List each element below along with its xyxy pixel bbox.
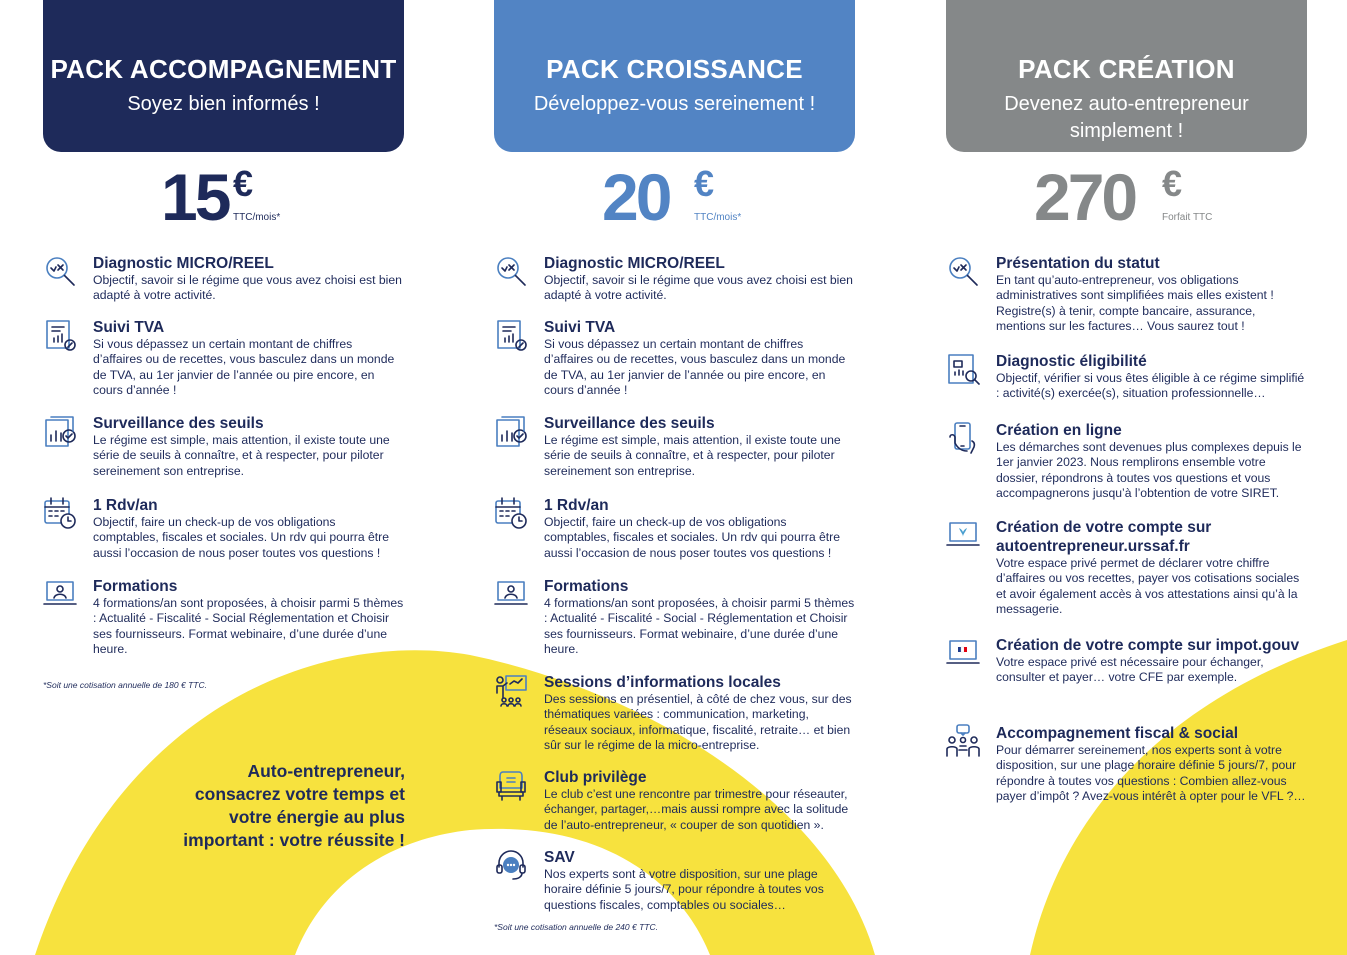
pack-title: PACK ACCOMPAGNEMENT	[50, 54, 397, 84]
laptop-user-icon	[494, 577, 528, 611]
pack-title: PACK CRÉATION	[1018, 54, 1235, 84]
feature-description: 4 formations/an sont proposées, à choisir parmi 5 thèmes : Actualité - Fiscalité - Social - Réglementation et Choisir ses fournisseurs. Format webinaire, d’une durée d’une heure.	[544, 596, 855, 656]
pack-header	[43, 0, 404, 152]
feature-item	[43, 496, 404, 561]
feature-description: Si vous dépassez un certain montant de chiffres d’affaires ou de recettes, vous basculez dans un monde de TVA, au 1er janvier de l’année ou pire encore, en cours d’année !	[544, 337, 846, 397]
feature-item	[43, 577, 404, 657]
laptop-impots-icon	[946, 636, 980, 670]
feature-description: Le club c’est une rencontre par trimestre pour réseauter, échanger, partager,…mais aussi rompre avec la solitude de l’auto-entrepreneur, « couper de son quotidien ».	[544, 787, 849, 832]
magnifier-icon	[43, 254, 77, 288]
feature-title: 1 Rdv/an	[544, 497, 609, 514]
feature-description: Objectif, savoir si le régime que vous avez choisi est bien adapté à votre activité.	[93, 273, 402, 303]
feature-title: Diagnostic MICRO/REEL	[93, 255, 274, 272]
feature-title: Suivi TVA	[544, 319, 616, 336]
feature-item	[43, 254, 404, 304]
feature-item	[494, 254, 855, 304]
feature-item	[43, 414, 404, 479]
feature-title: Surveillance des seuils	[544, 415, 715, 432]
feature-title: Création de votre compte sur autoentrepreneur.urssaf.fr	[996, 519, 1212, 555]
feature-item	[494, 673, 855, 753]
feature-description: Le régime est simple, mais attention, il existe toute une série de seuils à connaître, et à respecter, pour piloter sereinement son entreprise.	[93, 433, 390, 478]
feature-list	[494, 238, 855, 912]
feature-item	[494, 496, 855, 561]
feature-description: Si vous dépassez un certain montant de chiffres d’affaires ou de recettes, vous basculez dans un monde de TVA, au 1er janvier de l’année ou pire encore, en cours d’année !	[93, 337, 395, 397]
pack-header	[494, 0, 855, 152]
pack-price	[494, 160, 855, 238]
pack-price	[946, 160, 1307, 238]
feature-title: Formations	[544, 578, 629, 595]
price-currency: €	[233, 163, 254, 204]
feature-description: Nos experts sont à votre disposition, sur une plage horaire définie 5 jours/7, pour répondre à toutes vos questions fiscales, comptables ou sociales…	[544, 867, 824, 912]
feature-item	[494, 414, 855, 479]
pack-price	[43, 160, 404, 238]
chart-check-icon	[43, 414, 77, 448]
armchair-icon	[494, 768, 528, 802]
feature-item	[946, 421, 1307, 501]
feature-title: 1 Rdv/an	[93, 497, 158, 514]
feature-item	[494, 577, 855, 657]
tax-document-icon	[494, 318, 528, 352]
price-amount: 20	[602, 160, 670, 234]
feature-title: Création de votre compte sur impot.gouv	[996, 637, 1300, 654]
feature-title: Sessions d’informations locales	[544, 674, 781, 691]
price-note: *Soit une cotisation annuelle de 240 € TTC.	[494, 922, 658, 932]
feature-item	[946, 636, 1307, 686]
feature-list	[946, 238, 1307, 838]
feature-description: Objectif, faire un check-up de vos obligations comptables, fiscales et sociales. Un rdv qui pourra être aussi l’occasion de nous poser toutes vos questions !	[544, 515, 841, 560]
feature-item	[946, 724, 1307, 804]
price-amount: 270	[1034, 160, 1136, 234]
headset-chat-icon	[494, 848, 528, 882]
feature-title: Diagnostic MICRO/REEL	[544, 255, 725, 272]
meeting-icon	[946, 724, 980, 758]
price-currency: €	[694, 163, 715, 204]
laptop-user-icon	[43, 577, 77, 611]
price-unit: TTC/mois*	[233, 212, 281, 223]
feature-item	[494, 768, 855, 833]
feature-description: Des sessions en présentiel, à côté de chez vous, sur des thématiques variées : communication, marketing, réseaux sociaux, informatique, fiscalité, retraite… et bien sûr sur le régime de la micro-entreprise.	[544, 692, 852, 752]
feature-description: 4 formations/an sont proposées, à choisir parmi 5 thèmes : Actualité - Fiscalité - Social Réglementation et Choisir ses fournisseurs. Format webinaire, d’une durée d’une heure.	[93, 596, 404, 656]
pack-creation	[946, 0, 1307, 838]
calendar-clock-icon	[494, 496, 528, 530]
smartphone-hand-icon	[946, 421, 980, 455]
feature-title: Suivi TVA	[93, 319, 165, 336]
chart-check-icon	[494, 414, 528, 448]
feature-title: Diagnostic éligibilité	[996, 353, 1147, 370]
presentation-icon	[494, 673, 528, 707]
feature-title: Club privilège	[544, 769, 647, 786]
pack-header	[946, 0, 1307, 152]
tax-document-icon	[43, 318, 77, 352]
feature-title: Accompagnement fiscal & social	[996, 725, 1239, 742]
feature-title: SAV	[544, 849, 575, 866]
magnifier-icon	[946, 254, 980, 288]
pack-subtitle: Soyez bien informés !	[127, 93, 320, 115]
feature-title: Formations	[93, 578, 178, 595]
feature-description: Objectif, faire un check-up de vos obligations comptables, fiscales et sociales. Un rdv qui pourra être aussi l’occasion de nous poser toutes vos questions !	[93, 515, 390, 560]
feature-title: Création en ligne	[996, 422, 1122, 439]
price-amount: 15	[161, 160, 229, 234]
feature-description: Votre espace privé permet de déclarer votre chiffre d’affaires ou vos recettes, payer vos cotisations sociales et avoir également accès à vos attestations ainsi qu’à la messagerie.	[996, 556, 1300, 616]
laptop-urssaf-icon	[946, 518, 980, 552]
feature-item	[494, 318, 855, 398]
feature-description: Votre espace privé est nécessaire pour échanger, consulter et payer… votre CFE par exemple.	[996, 655, 1264, 685]
feature-item	[43, 318, 404, 398]
feature-title: Présentation du statut	[996, 255, 1160, 272]
feature-list	[43, 238, 404, 838]
pack-title: PACK CROISSANCE	[546, 54, 803, 84]
feature-title: Surveillance des seuils	[93, 415, 264, 432]
price-note: *Soit une cotisation annuelle de 180 € TTC.	[43, 680, 207, 690]
price-currency: €	[1162, 163, 1183, 204]
feature-item	[494, 848, 855, 913]
feature-description: Pour démarrer sereinement, nos experts sont à votre disposition, sur une plage horaire définie 5 jours/7, pour répondre à toutes vos questions : Combien allez-vous payer d’impôt ? Avez-vous intérêt à opter pour le VFL ?…	[996, 743, 1306, 803]
feature-description: Objectif, savoir si le régime que vous avez choisi est bien adapté à votre activité.	[544, 273, 853, 303]
feature-description: En tant qu’auto-entrepreneur, vos obligations administratives sont simplifiées mais elles existent ! Registre(s) à tenir, compte bancaire, assurance, mentions sur les factures… Vous saurez tout !	[996, 273, 1274, 333]
feature-item	[946, 352, 1307, 402]
pack-subtitle: Devenez auto-entrepreneur simplement !	[1004, 93, 1249, 142]
slogan: Auto-entrepreneur, consacrez votre temps et votre énergie au plus important : votre réussite !	[183, 761, 405, 850]
price-unit: Forfait TTC	[1162, 212, 1213, 223]
feature-item	[946, 254, 1307, 334]
calendar-clock-icon	[43, 496, 77, 530]
pack-accompagnement	[43, 0, 404, 838]
eligibility-document-icon	[946, 352, 980, 386]
feature-description: Le régime est simple, mais attention, il existe toute une série de seuils à connaître, et à respecter, pour piloter sereinement son entreprise.	[544, 433, 841, 478]
price-unit: TTC/mois*	[694, 212, 742, 223]
pack-croissance	[494, 0, 855, 912]
magnifier-icon	[494, 254, 528, 288]
pack-subtitle: Développez-vous sereinement !	[533, 93, 816, 115]
feature-item	[946, 518, 1307, 617]
feature-description: Les démarches sont devenues plus complexes depuis le 1er janvier 2023. Nous remplirons ensemble votre dossier, répondrons à toutes vos questions et vous accompagnerons jusqu’à l’obtention de votre SIRET.	[996, 440, 1302, 500]
feature-description: Objectif, vérifier si vous êtes éligible à ce régime simplifié : activité(s) exercée(s), situation professionnelle…	[996, 371, 1305, 401]
